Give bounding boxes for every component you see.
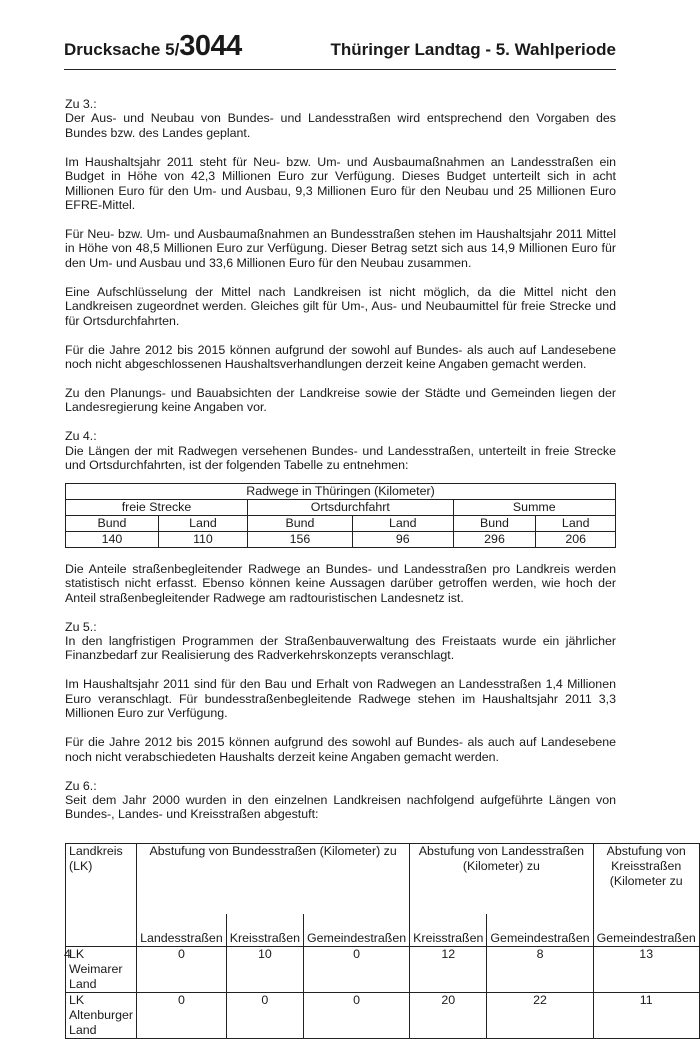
paragraph: Zu den Planungs- und Bauabsichten der Landkreise sowie der Städte und Gemeinden liegen der Landesregierung keine Angaben vor. xyxy=(65,386,616,415)
downgrading-table xyxy=(65,843,700,1039)
table-cell: 22 xyxy=(487,992,593,1038)
column-header-empty xyxy=(66,914,137,946)
document-number-value: 3044 xyxy=(179,30,242,62)
group-header-landesstrassen: Abstufung von Landesstraßen (Kilometer) zu xyxy=(410,843,593,914)
header-divider xyxy=(64,69,616,70)
table-row xyxy=(66,992,700,1038)
table-cell: 0 xyxy=(137,992,227,1038)
paragraph: Eine Aufschlüsselung der Mittel nach Landkreisen ist nicht möglich, da die Mittel nicht den Landkreisen zugeordnet werden. Gleiches gilt für Um-, Aus- und Neubaumittel für freie Strecke und für Ortsdurchfahrten. xyxy=(65,284,616,328)
column-header: Gemeindestraßen xyxy=(303,914,409,946)
table-cell: 13 xyxy=(593,946,699,992)
row-label: LK Altenburger Land xyxy=(66,992,137,1038)
paragraph: Im Haushaltsjahr 2011 sind für den Bau und Erhalt von Radwegen an Landesstraßen 1,4 Millionen Euro veranschlagt. Für bundesstraßenbegleitende Radwege stehen im Haushaltsjahr 2011 3,3 Millionen Euro zur Verfügung. xyxy=(65,677,616,721)
paragraph: Im Haushaltsjahr 2011 steht für Neu- bzw. Um- und Ausbaumaßnahmen an Landesstraßen ein Budget in Höhe von 42,3 Millionen Euro zur Verfügung. Dieses Budget unterteilt sich in acht Millionen Euro für den Um- und Ausbau, 9,3 Millionen Euro für den Neubau und 25 Millionen Euro EFRE-Mittel. xyxy=(65,154,616,213)
column-header: Bund xyxy=(66,515,159,531)
answer-heading-3: Zu 3.: xyxy=(65,97,97,111)
table-cell: 140 xyxy=(66,531,159,547)
table-cell: 110 xyxy=(158,531,247,547)
document-number xyxy=(64,30,242,63)
paragraph: Die Anteile straßenbegleitender Radwege an Bundes- und Landesstraßen pro Landkreis werden statistisch nicht erfasst. Ebenso können keine Aussagen darüber getroffen werden, wie hoch der Anteil straßenbegleitender Radwege am radtouristischen Landesnetz ist. xyxy=(65,561,616,605)
column-header: Land xyxy=(536,515,616,531)
table-cell: 8 xyxy=(487,946,593,992)
paragraph: Für Neu- bzw. Um- und Ausbaumaßnahmen an Bundesstraßen stehen im Haushaltsjahr 2011 Mittel in Höhe von 48,5 Millionen Euro zur Verfügung. Dieser Betrag setzt sich aus 14,9 Millionen Euro für den Um- und Ausbau und 33,6 Millionen Euro für den Neubau zusammen. xyxy=(65,227,616,270)
table-cell: 11 xyxy=(593,992,699,1038)
table-cell: 10 xyxy=(226,946,303,992)
table-cell: 20 xyxy=(410,992,487,1038)
column-header: Kreisstraßen xyxy=(410,914,487,946)
document-number-prefix: Drucksache 5/ xyxy=(64,40,180,59)
table-cell: 156 xyxy=(248,531,353,547)
paragraph: Seit dem Jahr 2000 wurden in den einzelnen Landkreisen nachfolgend aufgeführte Längen von Bundes-, Landes- und Kreisstraßen abgestuft: xyxy=(65,792,616,822)
column-header: Land xyxy=(158,515,247,531)
column-header: Kreisstraßen xyxy=(226,914,303,946)
table-cell: 0 xyxy=(137,946,227,992)
column-header: Bund xyxy=(453,515,536,531)
row-label: LK Weimarer Land xyxy=(66,946,137,992)
group-header: Ortsdurchfahrt xyxy=(248,499,454,515)
paragraph: Die Längen der mit Radwegen versehenen Bundes- und Landesstraßen, unterteilt in freie Strecke und Ortsdurchfahrten, ist der folgenden Tabelle zu entnehmen: xyxy=(65,443,616,473)
group-header: Summe xyxy=(453,499,615,515)
group-header-bundesstrassen: Abstufung von Bundesstraßen (Kilometer) zu xyxy=(137,843,410,914)
table-cell: 0 xyxy=(303,946,409,992)
table-cell: 96 xyxy=(352,531,453,547)
parliament-period: Thüringer Landtag - 5. Wahlperiode xyxy=(330,40,616,59)
table-cell: 296 xyxy=(453,531,536,547)
table-cell: 206 xyxy=(536,531,616,547)
answer-heading-4: Zu 4.: xyxy=(65,429,97,444)
column-header-landkreis: Landkreis (LK) xyxy=(66,843,137,914)
group-header: freie Strecke xyxy=(66,499,248,515)
group-header-kreisstrassen: Abstufung von Kreisstraßen (Kilometer zu xyxy=(593,843,699,914)
table-title: Radwege in Thüringen (Kilometer) xyxy=(66,483,616,499)
table-row xyxy=(66,531,616,547)
document-body xyxy=(65,97,696,1039)
paragraph: Für die Jahre 2012 bis 2015 können aufgrund des sowohl auf Bundes- als auch auf Landesebene noch nicht verabschiedeten Haushalts derzeit keine Angaben gemacht werden. xyxy=(65,735,616,764)
column-header: Land xyxy=(352,515,453,531)
answer-heading-5: Zu 5.: xyxy=(65,619,97,634)
column-header: Gemeindestraßen xyxy=(593,914,699,946)
table-cell: 0 xyxy=(226,992,303,1038)
page-number: 4 xyxy=(64,947,71,961)
column-header: Gemeindestraßen xyxy=(487,914,593,946)
table-cell: 0 xyxy=(303,992,409,1038)
paragraph: Für die Jahre 2012 bis 2015 können aufgrund der sowohl auf Bundes- als auch auf Landesebene noch nicht abgeschlossenen Haushaltsverhandlungen derzeit keine Angaben gemacht werden. xyxy=(65,342,616,372)
cycle-paths-table xyxy=(65,483,616,548)
column-header: Bund xyxy=(248,515,353,531)
answer-heading-6: Zu 6.: xyxy=(65,778,97,793)
paragraph: In den langfristigen Programmen der Straßenbauverwaltung des Freistaats wurde ein jährlicher Finanzbedarf zur Realisierung des Radverkehrskonzepts veranschlagt. xyxy=(65,633,616,663)
table-cell: 12 xyxy=(410,946,487,992)
table-row xyxy=(66,946,700,992)
column-header: Landesstraßen xyxy=(137,914,227,946)
paragraph: Der Aus- und Neubau von Bundes- und Landesstraßen wird entsprechend den Vorgaben des Bundes bzw. des Landes geplant. xyxy=(65,111,616,140)
